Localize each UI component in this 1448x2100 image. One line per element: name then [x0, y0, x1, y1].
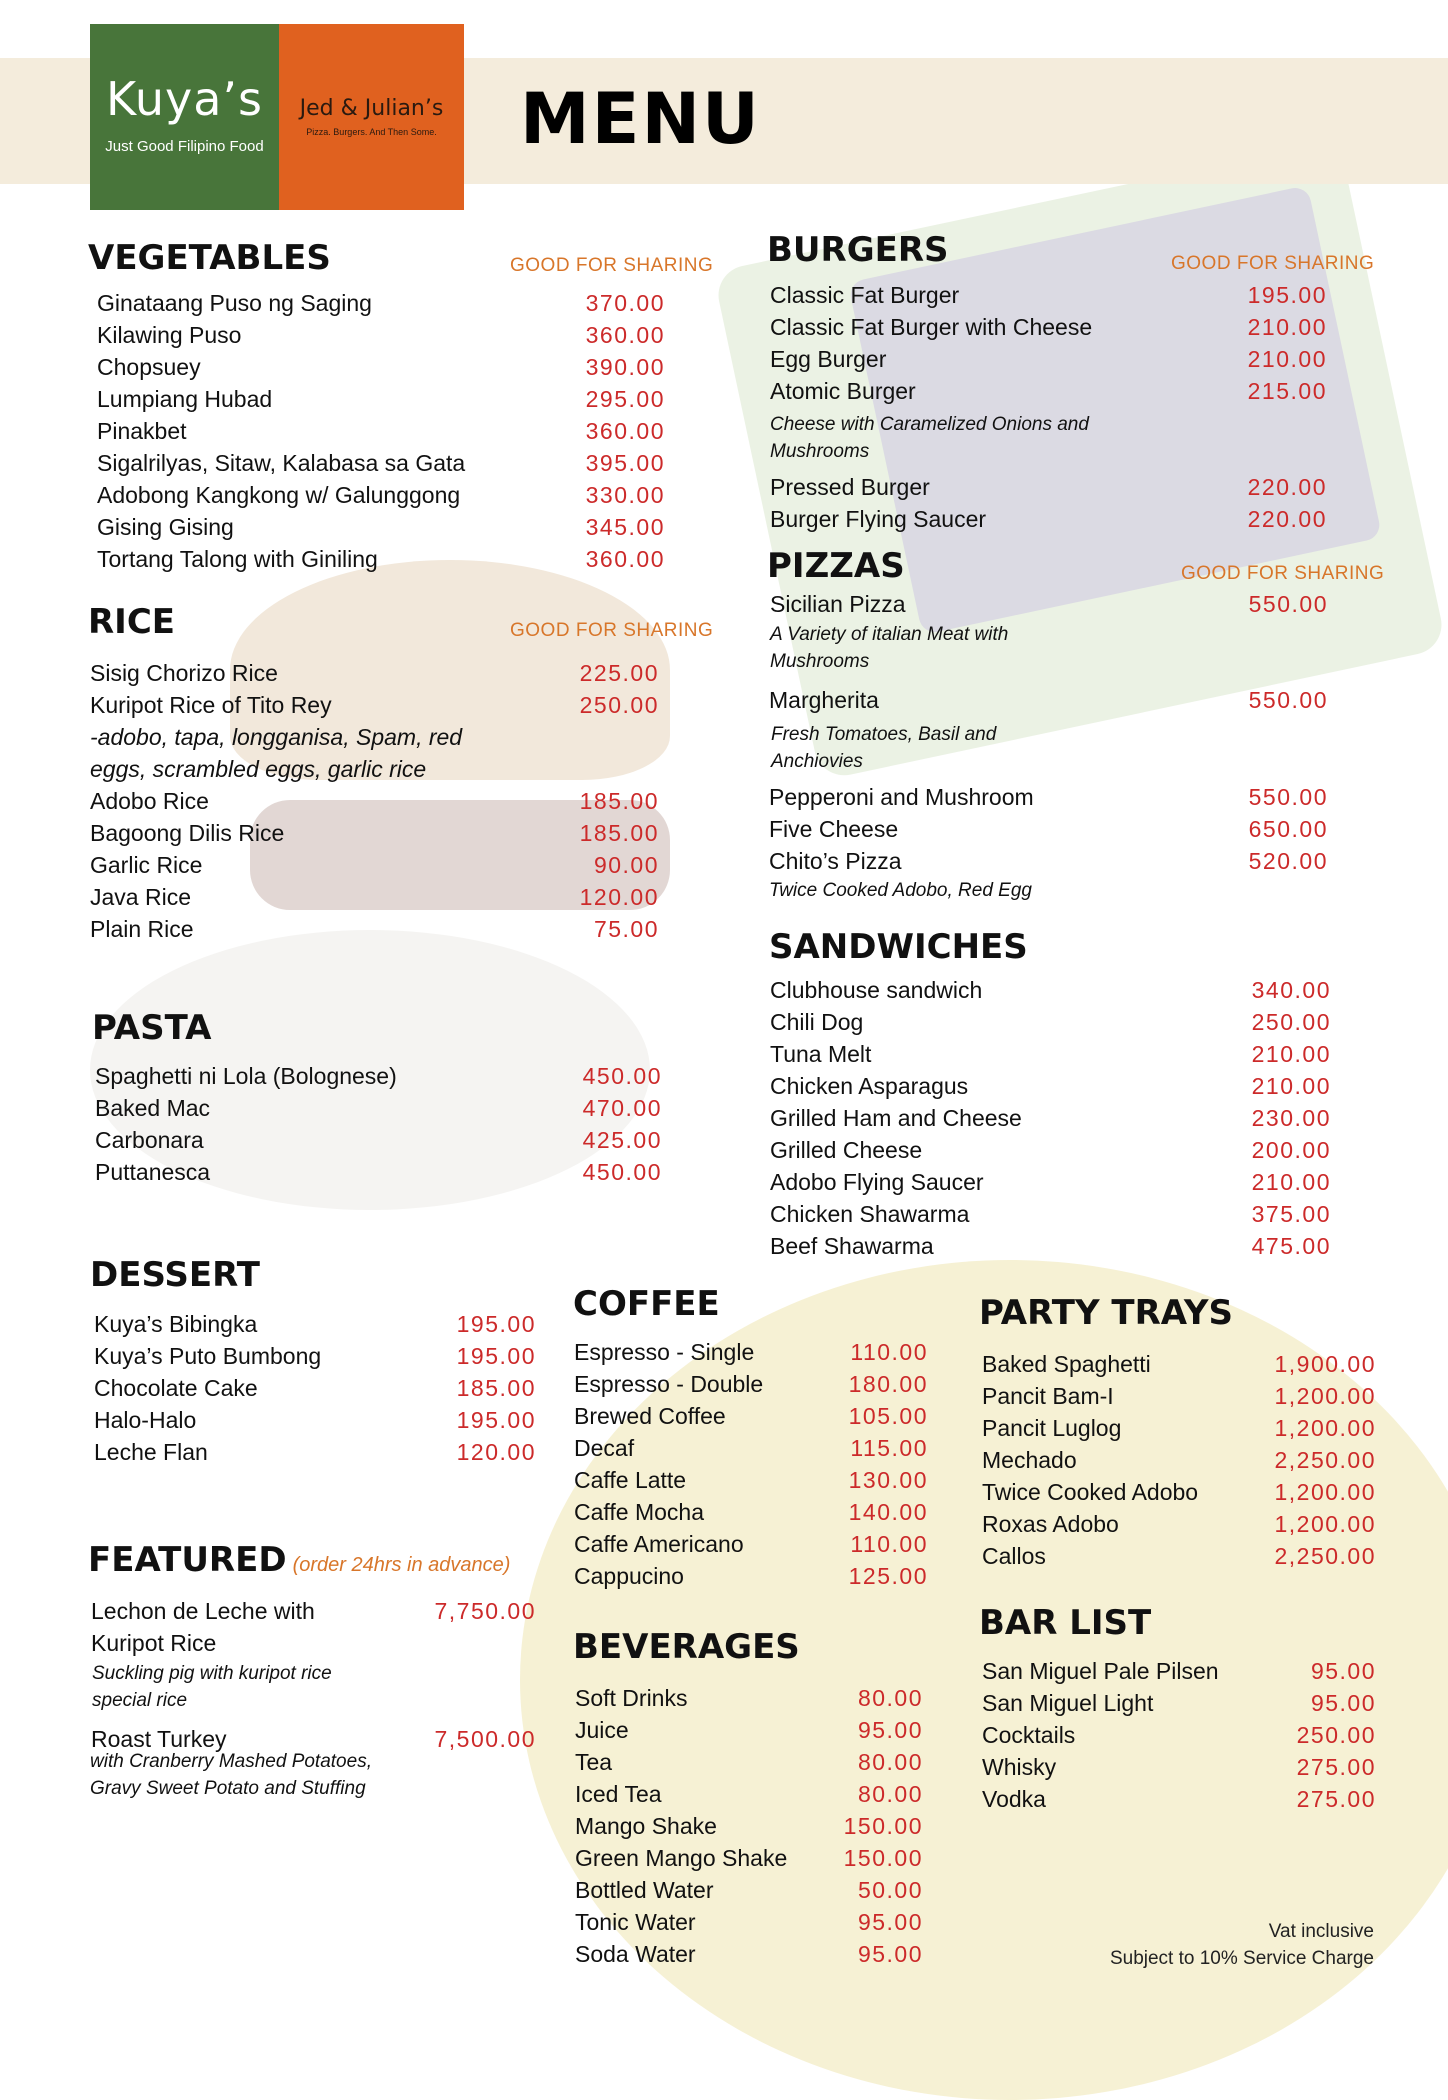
menu-item [97, 482, 665, 514]
menu-item [97, 322, 665, 354]
item-name: Beef Shawarma [770, 1233, 934, 1259]
menu-item [770, 1041, 1331, 1073]
item-name: Sisig Chorizo Rice [90, 660, 278, 686]
item-price: 110.00 [850, 1339, 928, 1365]
item-price: 80.00 [857, 1685, 923, 1711]
description-line: with Cranberry Mashed Potatoes, [90, 1751, 372, 1772]
menu-item [95, 1095, 662, 1127]
item-name: Sicilian Pizza [770, 591, 906, 617]
menu-item [982, 1722, 1376, 1754]
item-price: 120.00 [456, 1439, 536, 1465]
menu-item [982, 1415, 1376, 1447]
item-name: Callos [982, 1543, 1046, 1569]
menu-item-note [90, 724, 659, 756]
item-price: 230.00 [1251, 1105, 1331, 1131]
item-name: Carbonara [95, 1127, 204, 1153]
menu-item [770, 346, 1327, 378]
menu-item [770, 591, 1328, 623]
item-name: Halo-Halo [94, 1407, 197, 1433]
menu-item [90, 852, 659, 884]
menu-item [982, 1690, 1376, 1722]
menu-item [982, 1447, 1376, 1479]
item-name: Puttanesca [95, 1159, 211, 1185]
item-name: Classic Fat Burger [770, 282, 960, 308]
item-name: Caffe Latte [574, 1467, 687, 1493]
description-line: Fresh Tomatoes, Basil and [771, 724, 997, 745]
item-name: Pressed Burger [770, 474, 930, 500]
sharing-tag-rice: GOOD FOR SHARING [510, 620, 714, 641]
item-name: Pinakbet [97, 418, 187, 444]
item-price: 95.00 [857, 1717, 923, 1743]
item-price: 295.00 [585, 386, 665, 412]
item-name: Kilawing Puso [97, 322, 242, 348]
featured-advance-note: (order 24hrs in advance) [292, 1554, 511, 1576]
menu-item [95, 1159, 662, 1191]
item-price: 140.00 [848, 1499, 928, 1525]
item-name: Espresso - Single [574, 1339, 755, 1365]
item-name: Tea [575, 1749, 613, 1775]
item-price: 1,200.00 [1274, 1511, 1376, 1537]
item-name: Chili Dog [770, 1009, 864, 1035]
menu-item [770, 1073, 1331, 1105]
item-price: 275.00 [1296, 1754, 1376, 1780]
service-charge-note: Subject to 10% Service Charge [1109, 1948, 1374, 1969]
item-price: 550.00 [1248, 784, 1328, 810]
menu-item [574, 1563, 928, 1595]
menu-item [97, 450, 665, 482]
item-name: Pancit Bam-I [982, 1383, 1114, 1409]
item-price: 650.00 [1248, 816, 1328, 842]
menu-item [97, 418, 665, 450]
item-price: 7,500.00 [434, 1726, 536, 1752]
sharing-tag-vegetables: GOOD FOR SHARING [510, 255, 714, 276]
menu-item [95, 1063, 662, 1095]
item-name: Mango Shake [575, 1813, 717, 1839]
menu-item [575, 1909, 923, 1941]
menu-item [574, 1499, 928, 1531]
description-line: Gravy Sweet Potato and Stuffing [90, 1778, 366, 1799]
menu-item [770, 1009, 1331, 1041]
section-title-coffee: COFFEE [573, 1284, 720, 1324]
description-line: Mushrooms [770, 441, 870, 462]
item-price: 390.00 [585, 354, 665, 380]
description-line: Cheese with Caramelized Onions and [770, 414, 1089, 435]
item-price: 375.00 [1251, 1201, 1331, 1227]
section-title-beverages: BEVERAGES [573, 1627, 800, 1667]
item-price: 1,900.00 [1274, 1351, 1376, 1377]
item-price: 7,750.00 [434, 1598, 536, 1624]
item-name: Clubhouse sandwich [770, 977, 983, 1003]
kuyas-logo-text: Kuya’s [105, 72, 264, 126]
menu-item [574, 1403, 928, 1435]
item-name: Cappucino [574, 1563, 684, 1589]
menu-item [91, 1598, 536, 1630]
item-name: Caffe Americano [574, 1531, 744, 1557]
description-line: A Variety of italian Meat with [770, 624, 1009, 645]
item-name: San Miguel Light [982, 1690, 1154, 1716]
item-price: 370.00 [585, 290, 665, 316]
item-name: Brewed Coffee [574, 1403, 726, 1429]
menu-item [770, 282, 1327, 314]
item-name: Atomic Burger [770, 378, 916, 404]
item-price: 180.00 [848, 1371, 928, 1397]
item-price: 90.00 [593, 852, 659, 878]
item-name: Chocolate Cake [94, 1375, 258, 1401]
item-description [771, 721, 996, 775]
item-name: Margherita [769, 687, 879, 713]
menu-item [770, 474, 1327, 506]
item-name: Baked Spaghetti [982, 1351, 1151, 1377]
item-price: 195.00 [456, 1343, 536, 1369]
item-name: Spaghetti ni Lola (Bolognese) [95, 1063, 397, 1089]
item-name: Cocktails [982, 1722, 1076, 1748]
item-price: 195.00 [456, 1311, 536, 1337]
menu-item [574, 1467, 928, 1499]
menu-item [575, 1717, 923, 1749]
description-line: Anchiovies [771, 751, 863, 772]
item-name: Tuna Melt [770, 1041, 872, 1067]
item-price: 50.00 [857, 1877, 923, 1903]
menu-item [97, 546, 665, 578]
menu-item [982, 1543, 1376, 1575]
item-name: Soda Water [575, 1941, 696, 1967]
item-name: Tonic Water [575, 1909, 696, 1935]
item-description [90, 1748, 372, 1802]
item-price: 95.00 [857, 1941, 923, 1967]
menu-item-name-cont [91, 1630, 536, 1662]
menu-item [90, 788, 659, 820]
item-name: Tortang Talong with Giniling [97, 546, 378, 572]
section-title-vegetables: VEGETABLES [88, 238, 331, 278]
item-price: 360.00 [585, 546, 665, 572]
item-name: Lechon de Leche with [91, 1598, 315, 1624]
menu-item [770, 314, 1327, 346]
section-title-featured [88, 1540, 510, 1580]
item-price: 110.00 [850, 1531, 928, 1557]
menu-item [770, 1169, 1331, 1201]
item-price: 1,200.00 [1274, 1415, 1376, 1441]
item-price: 475.00 [1251, 1233, 1331, 1259]
menu-item [575, 1813, 923, 1845]
item-price: 340.00 [1251, 977, 1331, 1003]
item-price: 210.00 [1251, 1073, 1331, 1099]
menu-item [575, 1685, 923, 1717]
item-price: 80.00 [857, 1781, 923, 1807]
item-name: Mechado [982, 1447, 1077, 1473]
item-price: 185.00 [579, 788, 659, 814]
item-description [770, 621, 1008, 675]
menu-item [575, 1749, 923, 1781]
menu-item [90, 916, 659, 948]
item-name: Chito’s Pizza [769, 848, 902, 874]
item-price: 95.00 [857, 1909, 923, 1935]
item-price: 250.00 [579, 692, 659, 718]
item-price: 1,200.00 [1274, 1383, 1376, 1409]
section-title-rice: RICE [88, 602, 176, 642]
item-price: 185.00 [579, 820, 659, 846]
menu-item [769, 784, 1328, 816]
menu-item [94, 1407, 536, 1439]
item-name: Pepperoni and Mushroom [769, 784, 1034, 810]
menu-item [769, 816, 1328, 848]
jed-julians-logo-text: Jed & Julian’s [299, 96, 444, 121]
item-price: 550.00 [1248, 687, 1328, 713]
item-price: 345.00 [585, 514, 665, 540]
item-price: 470.00 [582, 1095, 662, 1121]
menu-item [94, 1375, 536, 1407]
menu-item [770, 977, 1331, 1009]
item-name: Classic Fat Burger with Cheese [770, 314, 1093, 340]
item-name: Caffe Mocha [574, 1499, 704, 1525]
item-name: Kuya’s Bibingka [94, 1311, 258, 1337]
section-title-bar-list: BAR LIST [979, 1603, 1152, 1643]
item-name: San Miguel Pale Pilsen [982, 1658, 1219, 1684]
menu-item [94, 1311, 536, 1343]
menu-item [770, 1233, 1331, 1265]
item-price: 215.00 [1247, 378, 1327, 404]
item-name: Baked Mac [95, 1095, 211, 1121]
menu-item [97, 386, 665, 418]
item-price: 275.00 [1296, 1786, 1376, 1812]
menu-item [769, 848, 1328, 880]
menu-item [575, 1941, 923, 1973]
kuyas-logo-tagline: Just Good Filipino Food [105, 138, 264, 155]
item-price: 550.00 [1248, 591, 1328, 617]
item-name: Adobo Flying Saucer [770, 1169, 984, 1195]
item-name: Pancit Luglog [982, 1415, 1122, 1441]
item-name: Plain Rice [90, 916, 194, 942]
item-price: 185.00 [456, 1375, 536, 1401]
menu-item [97, 290, 665, 322]
item-name: Whisky [982, 1754, 1057, 1780]
item-price: 120.00 [579, 884, 659, 910]
item-price: 210.00 [1251, 1169, 1331, 1195]
jed-julians-logo-tagline: Pizza. Burgers. And Then Some. [306, 127, 437, 137]
item-price: 395.00 [585, 450, 665, 476]
item-price: 425.00 [582, 1127, 662, 1153]
item-price: 450.00 [582, 1159, 662, 1185]
item-name: -adobo, tapa, longganisa, Spam, red [90, 724, 463, 750]
item-name: Five Cheese [769, 816, 899, 842]
menu-item [982, 1658, 1376, 1690]
menu-item [770, 1201, 1331, 1233]
menu-item [90, 884, 659, 916]
item-price: 75.00 [593, 916, 659, 942]
menu-item [982, 1786, 1376, 1818]
item-price: 95.00 [1310, 1658, 1376, 1684]
item-price: 150.00 [843, 1845, 923, 1871]
item-name: Chopsuey [97, 354, 201, 380]
item-name: Ginataang Puso ng Saging [97, 290, 372, 316]
menu-item [770, 506, 1327, 538]
item-name: Twice Cooked Adobo [982, 1479, 1199, 1505]
menu-item [769, 687, 1328, 719]
description-line: Twice Cooked Adobo, Red Egg [769, 880, 1032, 901]
item-name: Kuya’s Puto Bumbong [94, 1343, 322, 1369]
item-name: Roxas Adobo [982, 1511, 1119, 1537]
item-name: Kuripot Rice of Tito Rey [90, 692, 332, 718]
item-description [770, 411, 1089, 465]
item-name: Juice [575, 1717, 629, 1743]
page-title: MENU [520, 78, 761, 160]
item-price: 195.00 [456, 1407, 536, 1433]
item-name: Grilled Cheese [770, 1137, 923, 1163]
item-name: Gising Gising [97, 514, 234, 540]
menu-item [575, 1845, 923, 1877]
item-price: 360.00 [585, 418, 665, 444]
item-name: Chicken Asparagus [770, 1073, 969, 1099]
section-title-pizzas: PIZZAS [767, 546, 905, 586]
menu-item [982, 1754, 1376, 1786]
menu-item [574, 1531, 928, 1563]
item-price: 220.00 [1247, 506, 1327, 532]
item-name: Green Mango Shake [575, 1845, 788, 1871]
item-price: 105.00 [848, 1403, 928, 1429]
item-price: 2,250.00 [1274, 1447, 1376, 1473]
item-price: 210.00 [1247, 346, 1327, 372]
item-price: 520.00 [1248, 848, 1328, 874]
item-price: 115.00 [850, 1435, 928, 1461]
menu-item [770, 1137, 1331, 1169]
menu-item [982, 1383, 1376, 1415]
item-price: 250.00 [1251, 1009, 1331, 1035]
item-name: Adobo Rice [90, 788, 209, 814]
item-price: 130.00 [848, 1467, 928, 1493]
item-price: 220.00 [1247, 474, 1327, 500]
item-name: Burger Flying Saucer [770, 506, 987, 532]
item-price: 95.00 [1310, 1690, 1376, 1716]
item-name: Java Rice [90, 884, 191, 910]
item-description [92, 1660, 332, 1714]
menu-item [982, 1479, 1376, 1511]
vat-note: Vat inclusive [1268, 1921, 1374, 1942]
kuyas-logo [90, 24, 279, 210]
item-name: Lumpiang Hubad [97, 386, 273, 412]
item-price: 360.00 [585, 322, 665, 348]
menu-item [574, 1371, 928, 1403]
menu-item [770, 378, 1327, 410]
menu-item [575, 1877, 923, 1909]
item-price: 195.00 [1247, 282, 1327, 308]
jed-julians-logo [279, 24, 464, 210]
item-name: Roast Turkey [91, 1726, 227, 1752]
menu-item [94, 1439, 536, 1471]
menu-item [94, 1343, 536, 1375]
item-name: Decaf [574, 1435, 635, 1461]
item-price: 125.00 [848, 1563, 928, 1589]
item-name: eggs, scrambled eggs, garlic rice [90, 756, 427, 782]
description-line: Mushrooms [770, 651, 870, 672]
item-name: Soft Drinks [575, 1685, 688, 1711]
description-line: Suckling pig with kuripot rice [92, 1663, 332, 1684]
sharing-tag-burgers: GOOD FOR SHARING [1171, 253, 1375, 274]
menu-item [95, 1127, 662, 1159]
menu-item [90, 660, 659, 692]
item-price: 210.00 [1247, 314, 1327, 340]
item-name: Bottled Water [575, 1877, 714, 1903]
menu-item [574, 1435, 928, 1467]
item-name: Adobong Kangkong w/ Galunggong [97, 482, 461, 508]
item-price: 150.00 [843, 1813, 923, 1839]
section-title-pasta: PASTA [92, 1008, 212, 1048]
menu-item [770, 1105, 1331, 1137]
menu-item [575, 1781, 923, 1813]
item-name: Garlic Rice [90, 852, 203, 878]
menu-item [97, 514, 665, 546]
item-name: Bagoong Dilis Rice [90, 820, 285, 846]
item-price: 200.00 [1251, 1137, 1331, 1163]
section-title-sandwiches: SANDWICHES [769, 927, 1028, 967]
menu-item [97, 354, 665, 386]
item-name: Grilled Ham and Cheese [770, 1105, 1022, 1131]
item-price: 80.00 [857, 1749, 923, 1775]
item-price: 330.00 [585, 482, 665, 508]
item-name: Espresso - Double [574, 1371, 764, 1397]
item-name: Chicken Shawarma [770, 1201, 970, 1227]
item-name: Leche Flan [94, 1439, 208, 1465]
footer-note [1110, 1918, 1374, 1972]
item-price: 450.00 [582, 1063, 662, 1089]
menu-item-note [90, 756, 659, 788]
section-title-dessert: DESSERT [90, 1255, 260, 1295]
item-name: Kuripot Rice [91, 1630, 217, 1656]
item-price: 210.00 [1251, 1041, 1331, 1067]
item-price: 225.00 [579, 660, 659, 686]
featured-title-text: FEATURED [88, 1540, 287, 1580]
item-name: Egg Burger [770, 346, 887, 372]
item-price: 2,250.00 [1274, 1543, 1376, 1569]
item-description [769, 877, 1032, 904]
item-name: Sigalrilyas, Sitaw, Kalabasa sa Gata [97, 450, 466, 476]
menu-item [90, 820, 659, 852]
section-title-burgers: BURGERS [767, 230, 949, 270]
item-name: Iced Tea [575, 1781, 662, 1807]
menu-item [982, 1351, 1376, 1383]
menu-item [90, 692, 659, 724]
section-title-party-trays: PARTY TRAYS [979, 1293, 1233, 1333]
item-price: 250.00 [1296, 1722, 1376, 1748]
item-price: 1,200.00 [1274, 1479, 1376, 1505]
menu-item [574, 1339, 928, 1371]
description-line: special rice [92, 1690, 188, 1711]
menu-item [982, 1511, 1376, 1543]
sharing-tag-pizzas: GOOD FOR SHARING [1181, 563, 1385, 584]
item-name: Vodka [982, 1786, 1046, 1812]
